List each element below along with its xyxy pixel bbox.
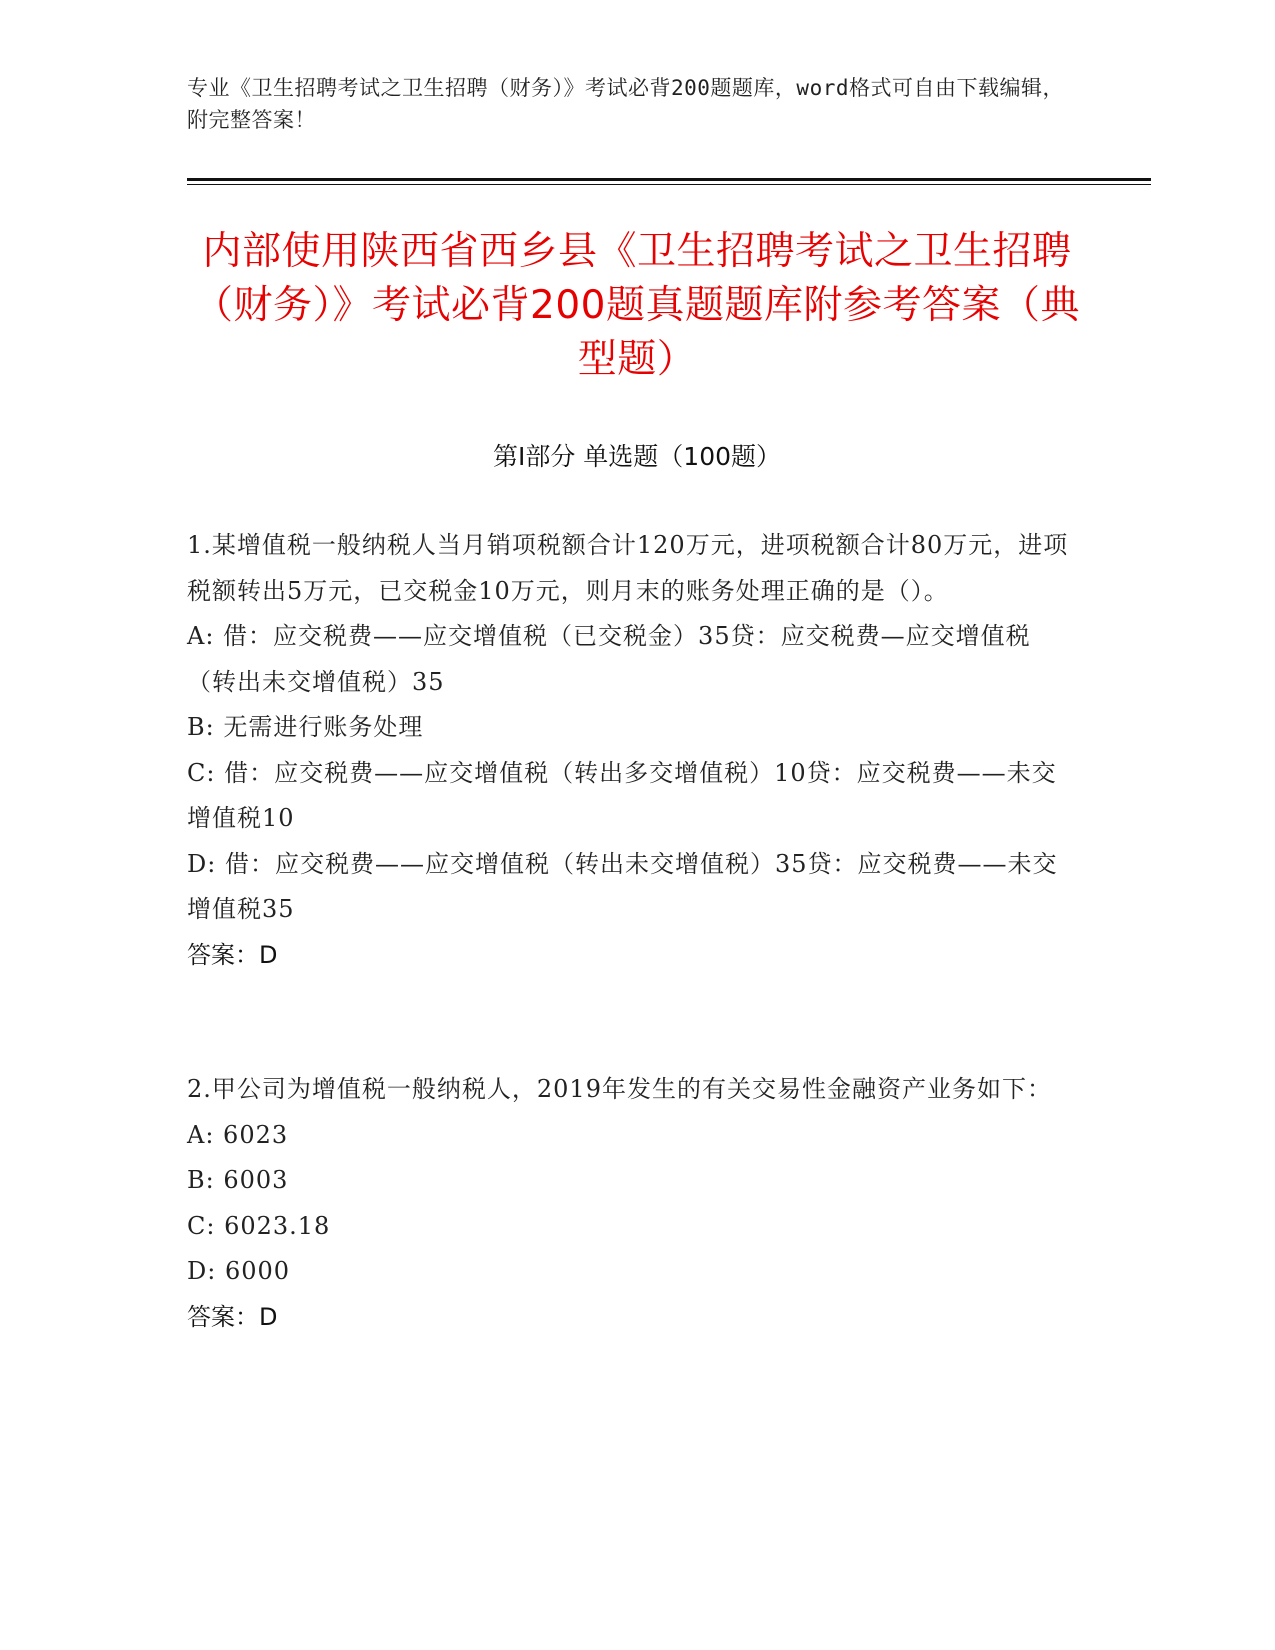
question-stem: 1.某增值税一般纳税人当月销项税额合计120万元，进项税额合计80万元，进项税额转出5万元，已交税金10万元，则月末的账务处理正确的是（）。	[187, 531, 1069, 605]
header-note: 专业《卫生招聘考试之卫生招聘（财务）》考试必背200题题库，word格式可自由下载编辑，附完整答案！	[187, 76, 1064, 132]
section-title: 第Ⅰ部分 单选题（100题）	[492, 442, 782, 471]
answer-label: 答案：D	[187, 940, 278, 969]
option-b: B: 无需进行账务处理	[187, 713, 424, 741]
header-divider-thin	[187, 184, 1151, 185]
question-1	[187, 523, 1077, 978]
answer-label: 答案：D	[187, 1302, 278, 1331]
option-a: A: 6023	[187, 1120, 289, 1149]
option-b: B: 6003	[187, 1166, 289, 1194]
question-2	[187, 1067, 1077, 1340]
option-d: D: 借：应交税费——应交增值税（转出未交增值税）35贷：应交税费——未交增值税35	[187, 849, 1058, 923]
header-divider-thick	[187, 178, 1151, 181]
option-c: C: 借：应交税费——应交增值税（转出多交增值税）10贷：应交税费——未交增值税10	[187, 758, 1057, 832]
option-c: C: 6023.18	[187, 1211, 331, 1240]
document-title: 内部使用陕西省西乡县《卫生招聘考试之卫生招聘（财务）》考试必背200题真题题库附参考答案（典型题）	[194, 229, 1080, 382]
option-a: A: 借：应交税费——应交增值税（已交税金）35贷：应交税费—应交增值税（转出未交增值税）35	[187, 622, 1031, 696]
option-d: D: 6000	[187, 1257, 291, 1285]
question-stem: 2.甲公司为增值税一般纳税人，2019年发生的有关交易性金融资产业务如下：	[187, 1075, 1052, 1103]
